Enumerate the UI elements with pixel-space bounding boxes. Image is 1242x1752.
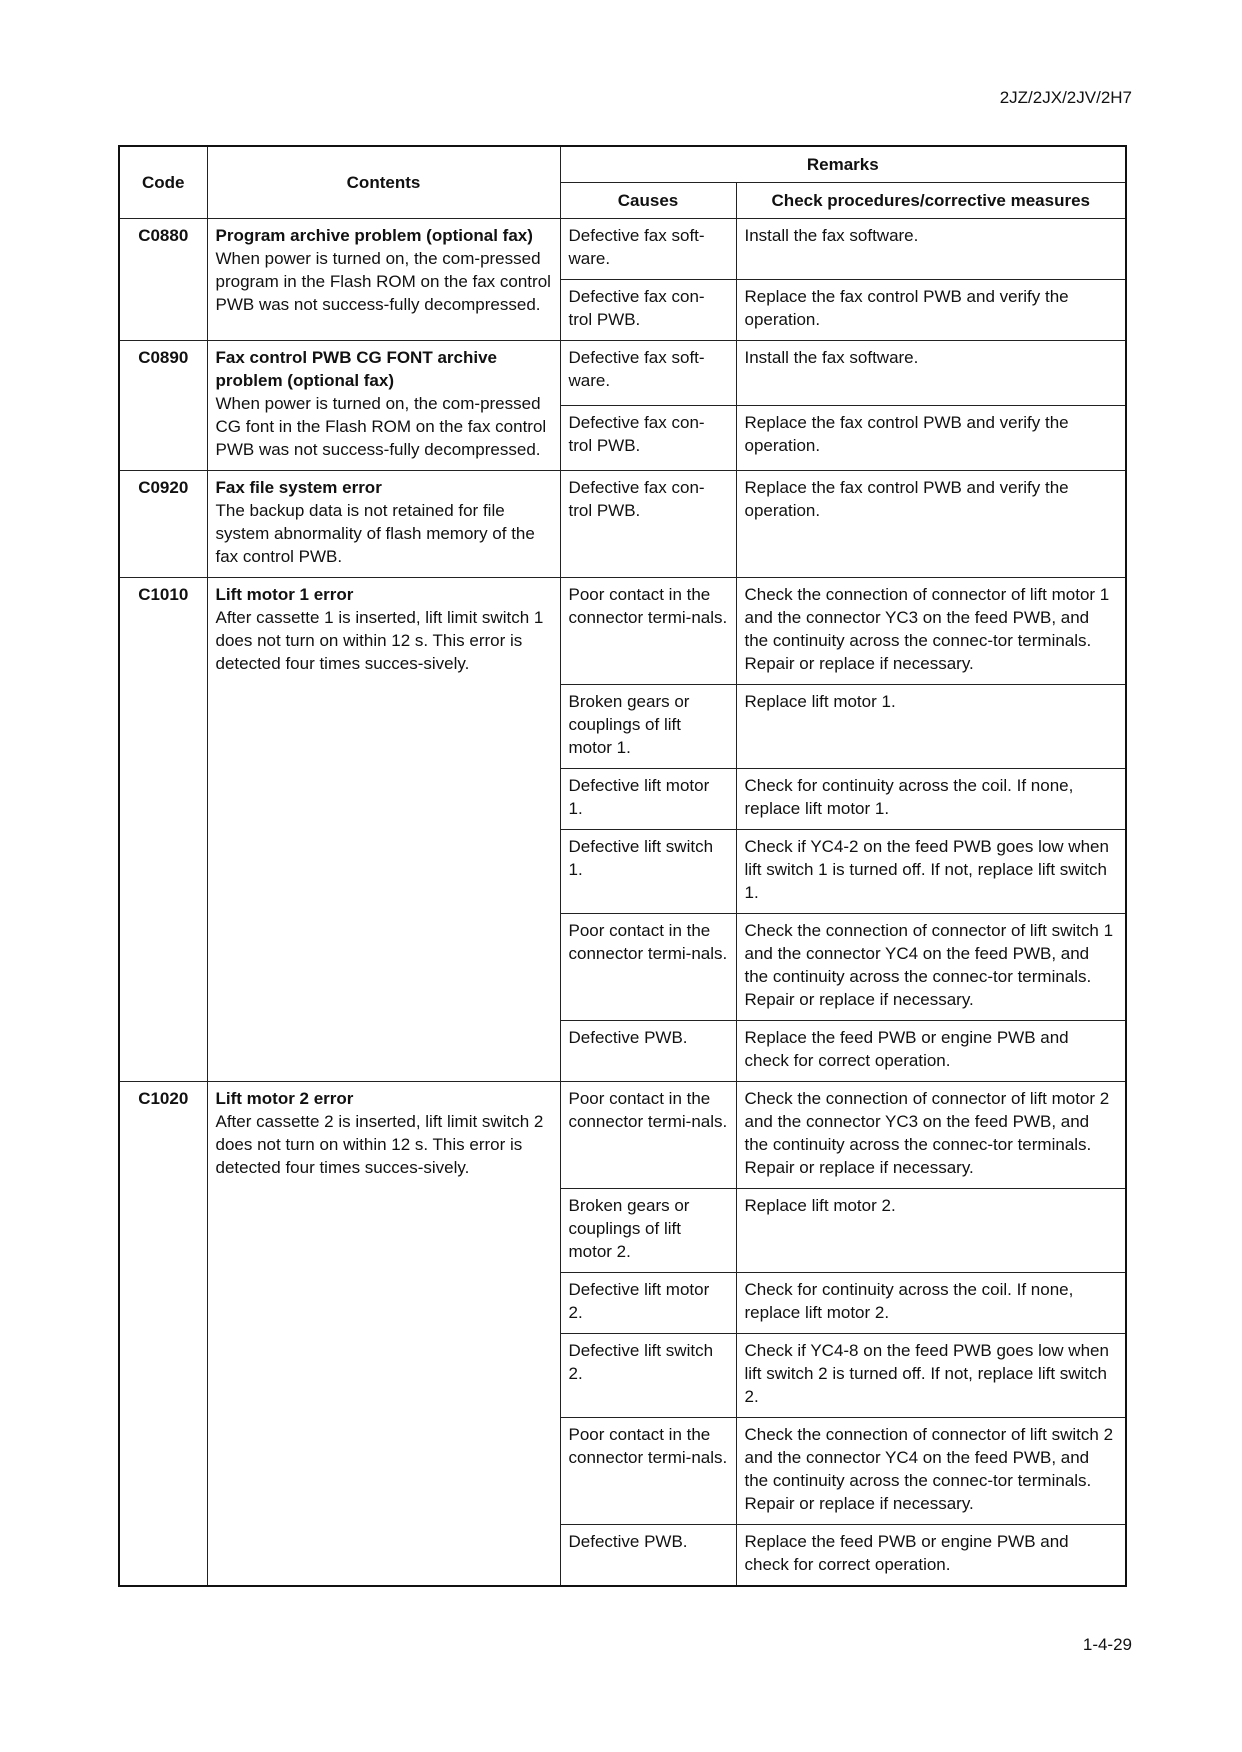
check-procedure-cell: Install the fax software. — [736, 341, 1126, 406]
check-procedure-cell: Check if YC4-2 on the feed PWB goes low when lift switch 1 is turned off. If not, replace lift switch 1. — [736, 830, 1126, 914]
check-procedure-cell: Check the connection of connector of lift switch 2 and the connector YC4 on the feed PWB, and the continuity across the connec-tor terminals. Repair or replace if necessary. — [736, 1418, 1126, 1525]
check-procedure-cell: Replace the fax control PWB and verify the operation. — [736, 471, 1126, 578]
error-description: When power is turned on, the com-pressed program in the Flash ROM on the fax control PWB was not success-fully decompressed. — [215, 249, 551, 314]
cause-cell: Poor contact in the connector termi-nals. — [560, 914, 736, 1021]
check-procedure-cell: Check if YC4-8 on the feed PWB goes low when lift switch 2 is turned off. If not, replace lift switch 2. — [736, 1334, 1126, 1418]
error-contents — [207, 1082, 560, 1587]
error-code: C0880 — [119, 219, 207, 341]
cause-cell: Defective fax con-trol PWB. — [560, 471, 736, 578]
error-description: After cassette 2 is inserted, lift limit switch 2 does not turn on within 12 s. This error is detected four times succes-sively. — [215, 1112, 544, 1177]
header-remarks: Remarks — [560, 146, 1126, 183]
header-code: Code — [119, 146, 207, 219]
check-procedure-cell: Install the fax software. — [736, 219, 1126, 280]
error-title: Lift motor 1 error — [215, 585, 354, 604]
check-procedure-cell: Check the connection of connector of lift motor 2 and the connector YC3 on the feed PWB, and the continuity across the connec-tor terminals. Repair or replace if necessary. — [736, 1082, 1126, 1189]
header-contents: Contents — [207, 146, 560, 219]
cause-cell: Defective lift motor 2. — [560, 1273, 736, 1334]
check-procedure-cell: Check for continuity across the coil. If none, replace lift motor 1. — [736, 769, 1126, 830]
table-row — [119, 471, 1126, 578]
error-code-table — [118, 145, 1127, 1587]
cause-cell: Defective fax soft-ware. — [560, 341, 736, 406]
table-row — [119, 341, 1126, 406]
check-procedure-cell: Replace lift motor 1. — [736, 685, 1126, 769]
cause-cell: Defective fax soft-ware. — [560, 219, 736, 280]
error-code: C0890 — [119, 341, 207, 471]
cause-cell: Defective fax con-trol PWB. — [560, 280, 736, 341]
cause-cell: Defective PWB. — [560, 1525, 736, 1587]
error-code: C1010 — [119, 578, 207, 1082]
header-checks: Check procedures/corrective measures — [736, 183, 1126, 219]
check-procedure-cell: Replace the fax control PWB and verify the operation. — [736, 406, 1126, 471]
table-body — [119, 219, 1126, 1587]
error-title: Program archive problem (optional fax) — [215, 226, 533, 245]
error-contents — [207, 471, 560, 578]
table-header — [119, 146, 1126, 219]
error-description: The backup data is not retained for file system abnormality of flash memory of the fax control PWB. — [215, 501, 535, 566]
error-title: Fax file system error — [215, 478, 382, 497]
check-procedure-cell: Replace the feed PWB or engine PWB and check for correct operation. — [736, 1525, 1126, 1587]
error-description: When power is turned on, the com-pressed CG font in the Flash ROM on the fax control PWB was not success-fully decompressed. — [215, 394, 547, 459]
error-description: After cassette 1 is inserted, lift limit switch 1 does not turn on within 12 s. This error is detected four times succes-sively. — [215, 608, 544, 673]
model-identifier: 2JZ/2JX/2JV/2H7 — [999, 88, 1132, 107]
table-row — [119, 578, 1126, 685]
error-title: Lift motor 2 error — [215, 1089, 354, 1108]
header-causes: Causes — [560, 183, 736, 219]
error-title: Fax control PWB CG FONT archive problem (optional fax) — [215, 348, 497, 390]
check-procedure-cell: Check the connection of connector of lift switch 1 and the connector YC4 on the feed PWB, and the continuity across the connec-tor terminals. Repair or replace if necessary. — [736, 914, 1126, 1021]
error-code: C0920 — [119, 471, 207, 578]
error-contents — [207, 578, 560, 1082]
error-contents — [207, 341, 560, 471]
cause-cell: Defective PWB. — [560, 1021, 736, 1082]
check-procedure-cell: Replace the feed PWB or engine PWB and check for correct operation. — [736, 1021, 1126, 1082]
cause-cell: Defective lift motor 1. — [560, 769, 736, 830]
cause-cell: Defective fax con-trol PWB. — [560, 406, 736, 471]
cause-cell: Broken gears or couplings of lift motor 2. — [560, 1189, 736, 1273]
cause-cell: Poor contact in the connector termi-nals. — [560, 1418, 736, 1525]
error-contents — [207, 219, 560, 341]
page-number: 1-4-29 — [1082, 1635, 1132, 1654]
cause-cell: Poor contact in the connector termi-nals. — [560, 1082, 736, 1189]
check-procedure-cell: Replace the fax control PWB and verify the operation. — [736, 280, 1126, 341]
check-procedure-cell: Check for continuity across the coil. If none, replace lift motor 2. — [736, 1273, 1126, 1334]
cause-cell: Broken gears or couplings of lift motor 1. — [560, 685, 736, 769]
cause-cell: Defective lift switch 2. — [560, 1334, 736, 1418]
check-procedure-cell: Check the connection of connector of lift motor 1 and the connector YC3 on the feed PWB, and the continuity across the connec-tor terminals. Repair or replace if necessary. — [736, 578, 1126, 685]
check-procedure-cell: Replace lift motor 2. — [736, 1189, 1126, 1273]
table-row — [119, 219, 1126, 280]
cause-cell: Poor contact in the connector termi-nals. — [560, 578, 736, 685]
table-row — [119, 1082, 1126, 1189]
error-code: C1020 — [119, 1082, 207, 1587]
cause-cell: Defective lift switch 1. — [560, 830, 736, 914]
